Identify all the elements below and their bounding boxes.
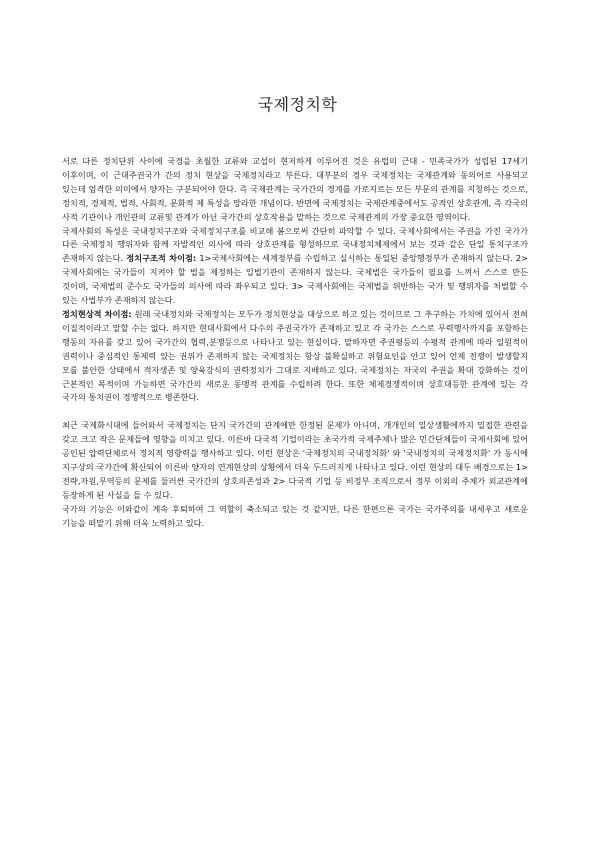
phenomena-difference-text: 원래 국내정치와 국제정치는 모두가 정치현상을 대상으로 하고 있는 것이므로 그 추구하는 가치에 있어서 전혀 이질적이라고 말할 수는 없다. 하지만 현대사회에서 다수의 주권국가가 존재하고 있고 각 국가는 스스로 무력행사까지를 포함하는 행동의 자유를 갖고 있어 국가간의 협력,분쟁등으로 나타나고 있는 현실이다. 말하자면 주권평등의 수평적 관계에 따라 일원적이 권력이나 중심적인 통제력 있는 권위가 존재하지 않는 국제정치는 항상 불확실하고 위험요인을 안고 있어 언제 전쟁이 발생할지 모를 불안한 상태에서 적자생존 및 양육강식의 권력정치가 그대로 지배하고 있다. 국제정치는 자국의 주권을 확대 강화하는 것이 근본적인 목적이며 가능하면 국가간의 새로운 동맹적 관계를 수립하려 한다. 또한 체제경쟁적이며 상호대등한 관계에 있는 각 국가의 통치권이 경쟁적으로 병존한다. — [62, 308, 528, 403]
phenomena-difference-label: 정치현상적 차이점: — [62, 308, 132, 319]
paragraph-globalization: 최근 국제화시대에 들어와서 국제정치는 단지 국가간의 관계에만 한정된 문제가 아니며, 개개인의 일상생활에까지 밀접한 관련을 갖고 크고 작은 문제들에 영향을 미치고 있다. 이른바 다국적 기업이라는 초국가적 국제주체나 많은 민간단체들이 국제사회에 있어 공인된 압력단체로서 정치적 영향력을 행사하고 있다. 이런 현상은 '국제정치의 국내정치화' 와 '국내정치의 국제정치화' 가 동시에 지구상의 국가간에 확산되어 이른바 양자의 연계현상의 상황에서 더욱 두드러지게 나타나고 있다. 이런 현상의 대두 배경으로는 1> 전략,자원,무역등의 문제를 둘러싼 국가간의 상호의존성과 2> 다국적 기업 등 비정부 조직으로서 정부 이외의 주체가 외교관계에 등장하게 된 사실을 들 수 있다. — [62, 420, 528, 500]
structural-difference-label: 정치구조적 차이점: — [126, 253, 197, 264]
document-title: 국제정치학 — [257, 95, 338, 114]
document-body — [62, 155, 528, 530]
paragraph-structure-text: 국제사회의 특성은 국내정치구조와 국제정치구조를 비교해 봄으로써 간단히 파악할 수 있다. 국제사회에서는 주권을 가진 국가가 다른 국제정치 행위자와 함께 자발적인 의사에 따라 상호관계를 형성하므로 국내정치체제에서 보는 것과 같은 단일 통치구조가 존재하지 않는다. — [62, 225, 528, 264]
paragraph-structure — [62, 225, 528, 308]
paragraph-gap — [62, 405, 528, 419]
paragraph-intro: 서로 다른 정치단위 사이에 국경을 초월한 교류와 교섭이 현저하게 이루어진 것은 유럽의 근대 - 민족국가가 성립된 17세기 이후이며, 이 근대주권국가 간의 정치 현상을 국제정치라고 부른다. 대부분의 경우 국제정치는 국제관계와 동의어로 사용되고 있는데 엄격한 의미에서 양자는 구분되어야 한다. 즉 국제관계는 국가간의 경계를 가로지르는 모든 부문의 관계를 지칭하는 것으로, 정치적, 경제적, 법적, 사회적, 문화적 제 특성을 망라한 개념이다. 반면에 국제정치는 국제관계중에서도 공적인 상호관계, 즉 각국의 사적 기관이나 개인관의 교류및 관계가 아닌 국가간의 상호작용을 말하는 것으로 국제관계의 가장 중요한 영역이다. — [62, 156, 528, 222]
structural-difference-text: 1>국제사회에는 세계정부를 수립하고 실시하는 통일된 중앙행정부가 존재하지 않는다. 2> 국제사회에는 국가들이 지켜야 할 법을 제정하는 입법기관이 존재하지 않는다. 국제법은 국가들이 필요를 느껴서 스스로 만든 것이며, 국제법의 준수도 국가들의 의사에 따라 좌우되고 있다. 3> 국제사회에는 국제법을 위반하는 국가 및 행위자를 처벌할 수 있는 사법부가 존재하지 않는다. — [62, 253, 528, 306]
paragraph-state-function: 국가의 기능은 이와같이 계속 후퇴하여 그 역할이 축소되고 있는 것 같지만, 다른 한편으론 국가는 국가주의를 내세우고 새로운 기능을 떠맡기 위해 더욱 노력하고 있다. — [62, 503, 528, 528]
paragraph-phenomena — [62, 308, 528, 405]
